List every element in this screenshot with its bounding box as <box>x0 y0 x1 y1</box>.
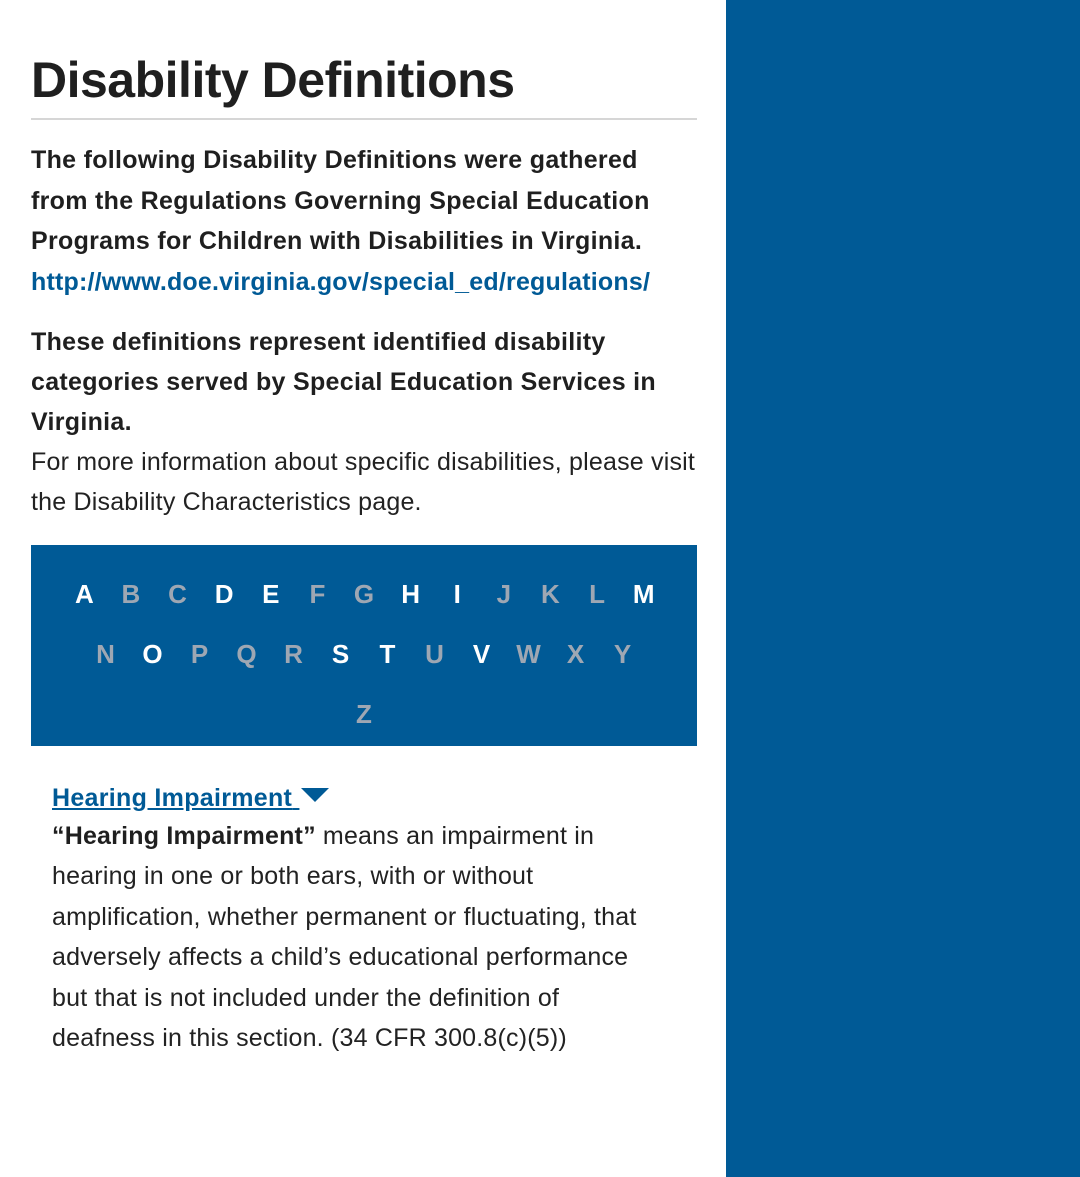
alphabet-letter-z: Z <box>356 699 372 729</box>
alphabet-row-2 <box>61 625 667 685</box>
alphabet-letter-e[interactable]: E <box>262 579 280 609</box>
alphabet-letter-a[interactable]: A <box>74 579 94 609</box>
alphabet-letter-k: K <box>541 579 560 609</box>
alphabet-letter-m[interactable]: M <box>632 579 655 609</box>
alphabet-letter-f: F <box>309 579 326 609</box>
alphabet-nav <box>31 545 697 746</box>
main-content <box>31 0 697 1059</box>
intro-text: The following Disability Definitions were gathered from the Regulations Governing Special Education Programs for Children with Disabilities in Virginia. <box>31 146 650 255</box>
more-info-text: For more information about specific disabilities, please visit the Disability Characteristics page. <box>31 447 696 516</box>
alphabet-letter-y: Y <box>613 639 632 669</box>
alphabet-letter-s[interactable]: S <box>331 639 350 669</box>
alphabet-letter-t[interactable]: T <box>379 639 396 669</box>
definition-body: means an impairment in hearing in one or both ears, with or without amplification, whether permanent or fluctuating, that adversely affects a child’s educational performance but that is not included under the definition of deafness in this section. (34 CFR 300.8(c)(5)) <box>52 821 637 1052</box>
alphabet-letter-u: U <box>425 639 444 669</box>
caret-down-icon <box>301 788 329 802</box>
alphabet-row-1 <box>61 565 667 625</box>
alphabet-letter-q: Q <box>236 639 257 669</box>
alphabet-letter-l: L <box>589 579 605 609</box>
definition-entry <box>31 780 697 1059</box>
definition-term: “Hearing Impairment” <box>52 821 316 850</box>
alphabet-letter-o[interactable]: O <box>142 639 163 669</box>
alphabet-letter-r: R <box>284 639 303 669</box>
alphabet-letter-x: X <box>566 639 585 669</box>
scope-text: These definitions represent identified disability categories served by Special Education Services in Virginia. <box>31 327 656 436</box>
alphabet-letter-b: B <box>121 579 141 609</box>
alphabet-letter-j: J <box>496 579 512 609</box>
alphabet-letter-p: P <box>190 639 209 669</box>
alphabet-letter-n: N <box>96 639 115 669</box>
entry-toggle-label: Hearing Impairment <box>52 783 293 812</box>
alphabet-letter-v[interactable]: V <box>472 639 491 669</box>
alphabet-letter-w: W <box>516 639 541 669</box>
alphabet-letter-d[interactable]: D <box>214 579 234 609</box>
alphabet-letter-h[interactable]: H <box>401 579 420 609</box>
hearing-impairment-toggle[interactable] <box>52 780 329 816</box>
alphabet-letter-i[interactable]: I <box>453 579 461 609</box>
alphabet-letter-g: G <box>353 579 375 609</box>
sidebar-panel <box>726 0 1080 1177</box>
regulations-link[interactable]: http://www.doe.virginia.gov/special_ed/regulations/ <box>31 267 651 296</box>
alphabet-row-3 <box>61 685 667 745</box>
definition-text <box>52 816 667 1059</box>
alphabet-letter-c: C <box>168 579 187 609</box>
page-title: Disability Definitions <box>31 0 697 120</box>
